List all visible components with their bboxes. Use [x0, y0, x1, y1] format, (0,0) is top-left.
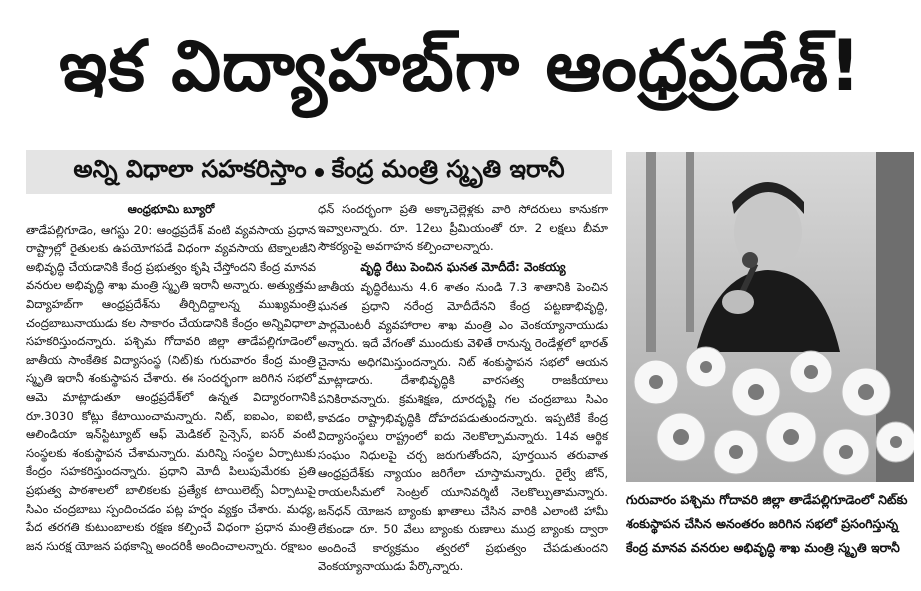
- subheadline-part2: కేంద్ర మంత్రి స్మృతి ఇరానీ: [331, 155, 565, 183]
- article-subhead: వృద్ధి రేటు పెంచిన ఘనత మోదీదే: వెంకయ్య: [360, 259, 566, 274]
- article-column-2: [318, 200, 608, 576]
- news-photo: [626, 152, 914, 482]
- subheadline-bar: [26, 150, 612, 194]
- article-column-1: [26, 200, 316, 555]
- article-body-col2-bottom: జాతీయ వృద్ధిరేటును 4.6 శాతం నుండి 7.3 శాతానికి పెంచిన ఘనత ప్రధాని నరేంద్ర మోదీదేనని కేంద్ర పట్టణాభివృద్ధి, పార్లమెంటరీ వ్యవహారాల శాఖ మంత్రి ఎం వెంకయ్యానాయుడు అన్నారు. ఇదే వేగంతో ముందుకు వెళితే రానున్న రెండేళ్లలో భారత్ చైనాను అధిగమిస్తుందన్నారు. నిట్ శంకుస్థాపన సభలో ఆయన మాట్లాడారు. దేశాభివృద్ధికి వారసత్వ రాజకీయాలు పనికిరావన్నారు. క్రమశిక్షణ, దూరదృష్టి గల చంద్రబాబు సిఎం కావడం రాష్ట్రాభివృద్ధికి దోహదపడుతుందన్నారు. ఇప్పటికే కేంద్ర విద్యాసంస్థలు రాష్ట్రంలో ఐదు నెలకొల్పామన్నారు. 14వ ఆర్థిక సంఘం నిధులపై చర్చ జరుగుతోందని, పూర్తయిన తరువాత ఆంధ్రప్రదేశ్‌కు న్యాయం జరిగేలా చూస్తామన్నారు. రైల్వే జోన్, రాయలసీమలో సెంట్రల్ యూనివర్శిటీ నెలకొల్పుతామన్నారు. జన్‌ధన్ యోజన బ్యాంకు ఖాతాలు చేసిన వారికి ఎలాంటి హామీ లేకుండా రూ. 50 వేలు బ్యాంకు రుణాలు ముద్ర బ్యాంకు ద్వారా అందించే కార్యక్రమం త్వరలో ప్రభుత్వం చేపడుతుందని వెంకయ్యానాయుడు పేర్కొన్నారు.: [318, 280, 608, 574]
- article-body-col1: తాడేపల్లిగూడెం, ఆగస్టు 20: ఆంధ్రప్రదేశ్ వంటి వ్యవసాయ ప్రధాన రాష్ట్రాల్లో రైతులకు ఉపయోగపడే విధంగా వ్యవసాయ టెక్నాలజీని అభివృద్ధి చేయడానికి కేంద్ర ప్రభుత్వం కృషి చేస్తోందని కేంద్ర మానవ వనరుల అభివృద్ధి శాఖ మంత్రి స్మృతి ఇరానీ అన్నారు. అత్యుత్తమ విద్యాహబ్‌గా ఆంధ్రప్రదేశ్‌ను తీర్చిదిద్దాలన్న ముఖ్యమంత్రి చంద్రబాబునాయుడు కల సాకారం చేయడానికి కేంద్రం అన్నివిధాలా సహకరిస్తుందన్నారు. పశ్చిమ గోదావరి జిల్లా తాడేపల్లిగూడెంలో జాతీయ సాంకేతిక విద్యాసంస్థ (నిట్)కు గురువారం కేంద్ర మంత్రి స్మృతి ఇరానీ శంకుస్థాపన చేశారు. ఈ సందర్భంగా జరిగిన సభలో ఆమె మాట్లాడుతూ ఆంధ్రప్రదేశ్‌లో ఉన్నత విద్యారంగానికి రూ.3030 కోట్లు కేటాయించామన్నారు. నిట్, ఐఐఎం, ఐఐటి, ఆలిండియా ఇన్‌స్టిట్యూట్ ఆఫ్ మెడికల్ సైన్సెస్, ఐసర్ వంటి సంస్థలకు శంకుస్థాపన చేశామన్నారు. మరిన్ని సంస్థల ఏర్పాటుకు కేంద్రం సహకరిస్తుందన్నారు. ప్రధాని మోదీ పిలుపుమేరకు ప్రతి ప్రభుత్వ పాఠశాలలో బాలికలకు ప్రత్యేక టాయిలెట్స్ ఏర్పాటుపై సిఎం చంద్రబాబు స్పందించడం పట్ల హర్షం వ్యక్తం చేశారు. మధ్య, పేద తరగతి కుటుంబాలకు రక్షణ కల్పించే విధంగా ప్రధాన మంత్రి జన సురక్ష యోజన పథకాన్ని అందరికీ అందించాలన్నారు. రక్షాబం: [26, 222, 316, 553]
- bullet-dot: [315, 168, 324, 177]
- photo-illustration: [626, 152, 914, 482]
- bureau-byline: ఆంధ్రభూమి బ్యూరో: [127, 202, 215, 216]
- article-body-col2-top: ధన్ సందర్భంగా ప్రతి అక్కాచెల్లెళ్లకు వారి సోదరులు కానుకగా ఇవ్వాలన్నారు. రూ. 12లు ప్రీమియంతో రూ. 2 లక్షలు బీమా సౌకర్యంపై అవగాహన కల్పించాలన్నారు.: [318, 202, 608, 254]
- subheadline-part1: అన్ని విధాలా సహకరిస్తాం: [73, 155, 307, 183]
- headline: ఇక విద్యాహబ్‌గా ఆంధ్రప్రదేశ్!: [59, 24, 862, 107]
- photo-caption: గురువారం పశ్చిమ గోదావరి జిల్లా తాడేపల్లిగూడెంలో నిట్‌కు శంకుస్థాపన చేసిన అనంతరం జరిగిన సభలో ప్రసంగిస్తున్న కేంద్ర మానవ వనరుల అభివృద్ధి శాఖ మంత్రి స్మృతి ఇరానీ: [626, 492, 908, 555]
